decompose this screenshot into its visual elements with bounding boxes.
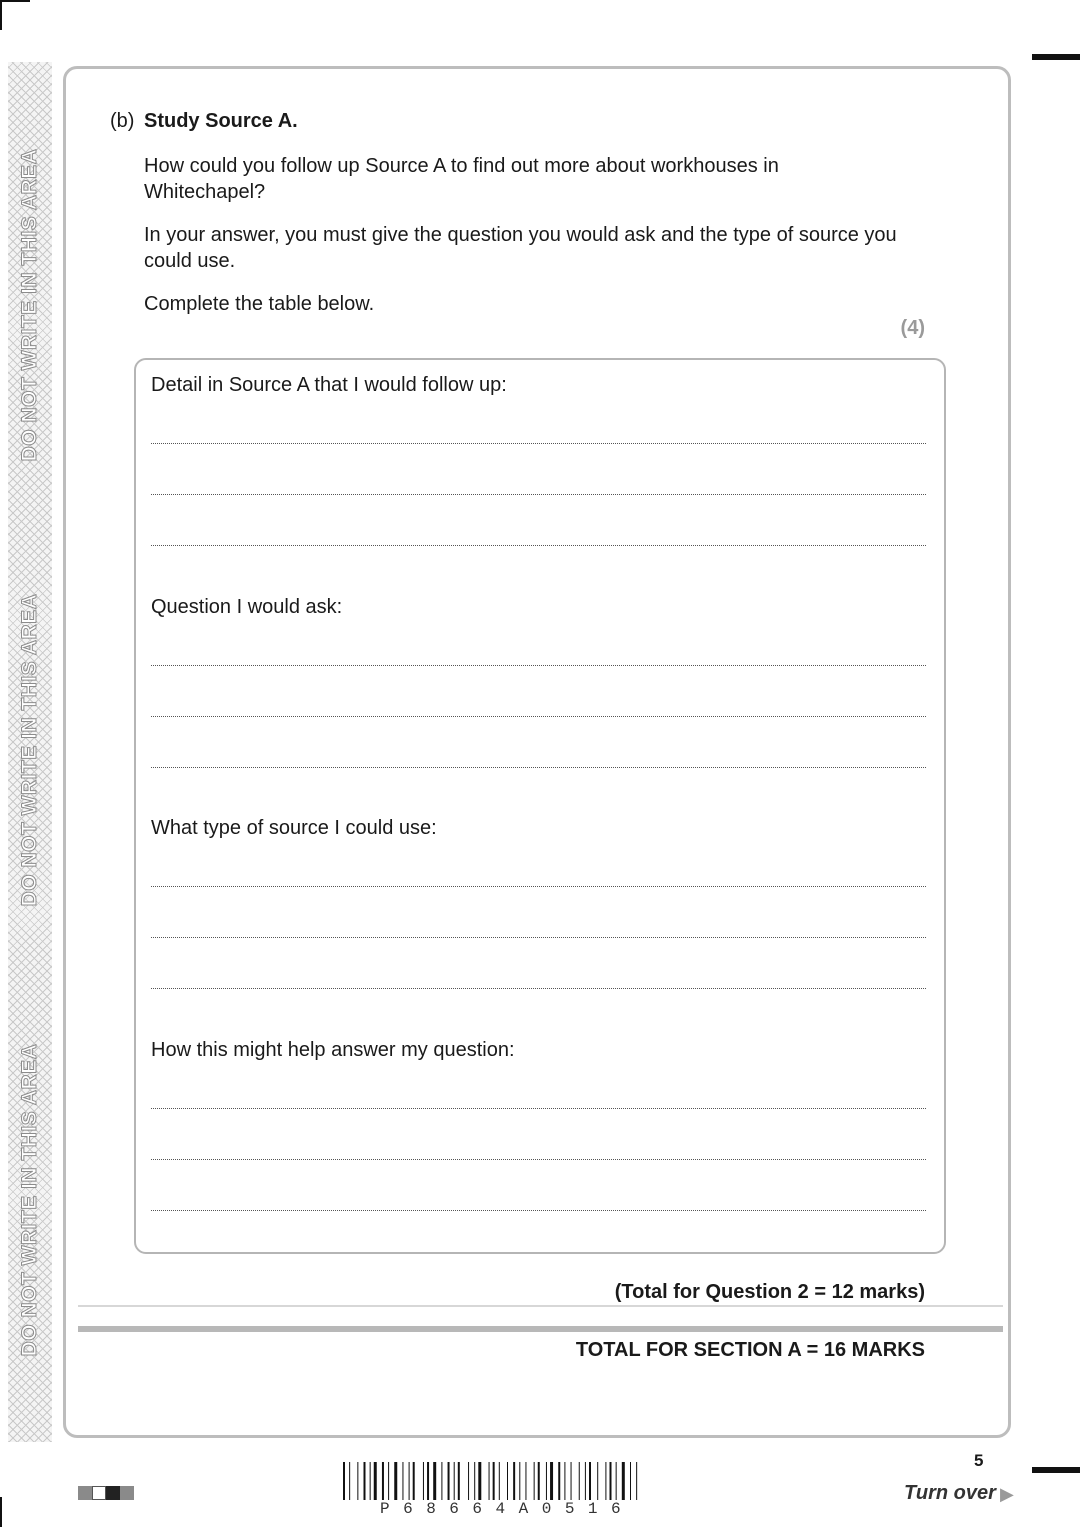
edge-mark-right-top	[1032, 54, 1080, 60]
question-paragraph-2: In your answer, you must give the question you would ask and the type of source you could use.	[144, 224, 897, 272]
barcode-bar	[610, 1462, 612, 1500]
barcode-bar	[433, 1462, 436, 1500]
barcode-bar	[622, 1462, 625, 1500]
answer-line-detail-1[interactable]	[151, 443, 926, 444]
barcode-bar	[616, 1462, 617, 1500]
barcode-bar	[388, 1462, 389, 1500]
barcode-number: P68664A0516	[380, 1500, 635, 1518]
section-total: TOTAL FOR SECTION A = 16 MARKS	[575, 1339, 925, 1361]
question-paragraph-1: How could you follow up Source A to find out more about workhouses in Whitechapel?	[144, 155, 779, 203]
answer-line-help-3[interactable]	[151, 1210, 926, 1211]
barcode-bar	[630, 1462, 631, 1500]
page-number: 5	[974, 1451, 984, 1470]
answer-line-question-1[interactable]	[151, 665, 926, 666]
marker-square	[106, 1486, 120, 1500]
do-not-write-label-middle: DO NOT WRITE IN THIS AREA	[18, 593, 41, 907]
answer-line-source-2[interactable]	[151, 937, 926, 938]
barcode-bar	[571, 1462, 572, 1500]
marks-available: (4)	[900, 317, 925, 339]
question-total: (Total for Question 2 = 12 marks)	[614, 1281, 925, 1303]
barcode-bar	[468, 1462, 469, 1500]
edge-mark-right-bottom	[1032, 1467, 1080, 1473]
barcode-bar	[441, 1462, 442, 1500]
question-part-label: (b)	[110, 110, 135, 132]
do-not-write-label-bottom: DO NOT WRITE IN THIS AREA	[18, 1043, 41, 1357]
triangle-right-icon: ▶	[1000, 1484, 1014, 1504]
corner-mark-top-left-h	[0, 0, 30, 2]
barcode-bar	[519, 1462, 520, 1500]
barcode-bar	[605, 1462, 606, 1500]
barcode-bar	[394, 1462, 397, 1500]
barcode-bar	[579, 1462, 580, 1500]
page-marker-squares	[78, 1486, 134, 1500]
barcode-bar	[357, 1462, 358, 1500]
barcode-bar	[402, 1462, 403, 1500]
answer-line-help-2[interactable]	[151, 1159, 926, 1160]
barcode-bar	[550, 1462, 553, 1500]
answer-line-detail-2[interactable]	[151, 494, 926, 495]
barcode-bar	[493, 1462, 495, 1500]
barcode-bar	[546, 1462, 547, 1500]
marker-square	[78, 1486, 92, 1500]
divider-thick	[78, 1326, 1003, 1332]
answer-line-source-1[interactable]	[151, 886, 926, 887]
barcode-bar	[538, 1462, 540, 1500]
answer-line-question-2[interactable]	[151, 716, 926, 717]
barcode-bar	[597, 1462, 598, 1500]
barcode-bar	[427, 1462, 429, 1500]
barcode-bar	[589, 1462, 591, 1500]
barcode-bar	[558, 1462, 560, 1500]
divider-thin	[78, 1305, 1003, 1307]
do-not-write-label-top: DO NOT WRITE IN THIS AREA	[18, 148, 41, 462]
barcode-bar	[364, 1462, 366, 1500]
barcode-bar	[513, 1462, 515, 1500]
question-paragraph-3: Complete the table below.	[144, 293, 375, 315]
marker-square	[120, 1486, 134, 1500]
barcode-bar	[343, 1462, 345, 1500]
barcode-bar	[564, 1462, 565, 1500]
barcode-bar	[458, 1462, 460, 1500]
corner-mark-bottom-left	[0, 1497, 2, 1527]
barcode	[343, 1462, 735, 1500]
answer-line-question-3[interactable]	[151, 767, 926, 768]
field-label-detail: Detail in Source A that I would follow up:	[151, 374, 507, 396]
barcode-bar	[374, 1462, 377, 1500]
answer-table	[134, 358, 946, 1254]
answer-line-detail-3[interactable]	[151, 545, 926, 546]
answer-line-source-3[interactable]	[151, 988, 926, 989]
barcode-bar	[448, 1462, 450, 1500]
barcode-bar	[507, 1462, 508, 1500]
answer-line-help-1[interactable]	[151, 1108, 926, 1109]
turn-over-text: Turn over	[904, 1482, 996, 1504]
question-title: Study Source A.	[144, 110, 298, 132]
marker-square	[92, 1486, 106, 1500]
barcode-bar	[478, 1462, 481, 1500]
barcode-bar	[489, 1462, 490, 1500]
barcode-bar	[474, 1462, 475, 1500]
barcode-bar	[499, 1462, 500, 1500]
field-label-question: Question I would ask:	[151, 596, 343, 618]
barcode-bar	[585, 1462, 586, 1500]
barcode-bar	[349, 1462, 350, 1500]
barcode-bar	[382, 1462, 384, 1500]
barcode-bar	[636, 1462, 637, 1500]
barcode-bar	[525, 1462, 526, 1500]
barcode-bar	[423, 1462, 424, 1500]
field-label-how-help: How this might help answer my question:	[151, 1039, 515, 1061]
field-label-source-type: What type of source I could use:	[151, 817, 437, 839]
barcode-bar	[370, 1462, 371, 1500]
corner-mark-top-left-v	[0, 0, 2, 30]
barcode-bar	[454, 1462, 455, 1500]
barcode-bar	[413, 1462, 415, 1500]
barcode-bar	[409, 1462, 410, 1500]
barcode-bar	[534, 1462, 535, 1500]
